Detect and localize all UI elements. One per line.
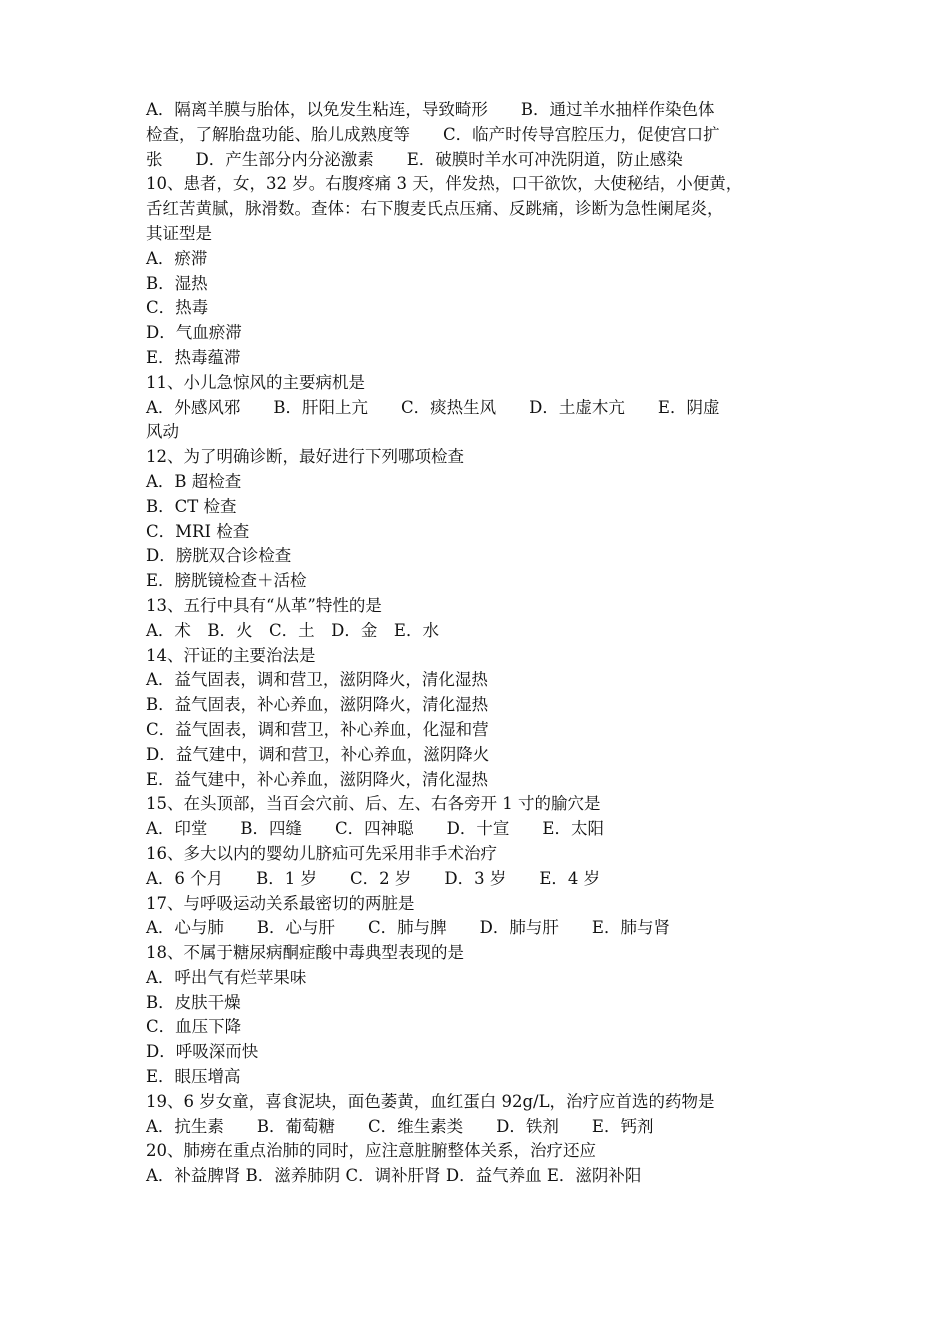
option-line: E．膀胱镜检查＋活检 xyxy=(146,571,307,591)
question-18-stem: 18、不属于糖尿病酮症酸中毒典型表现的是 xyxy=(146,943,464,963)
option-line: B．CT 检查 xyxy=(146,496,237,516)
option-line: C．益气固表，调和营卫，补心养血，化湿和营 xyxy=(146,719,489,739)
text-line: 其证型是 xyxy=(146,223,212,243)
text-line: 风动 xyxy=(146,422,179,442)
text-line: 舌红苦黄腻，脉滑数。查体：右下腹麦氏点压痛、反跳痛，诊断为急性阑尾炎， xyxy=(146,199,724,219)
option-line: A．抗生素 B．葡萄糖 C．维生素类 D．铁剂 E．钙剂 xyxy=(146,1116,654,1136)
option-line: E．眼压增高 xyxy=(146,1067,241,1087)
option-line: B．皮肤干燥 xyxy=(146,992,241,1012)
question-14-stem: 14、汗证的主要治法是 xyxy=(146,645,316,665)
option-line: D．益气建中，调和营卫，补心养血，滋阴降火 xyxy=(146,744,490,764)
question-16-stem: 16、多大以内的婴幼儿脐疝可先采用非手术治疗 xyxy=(146,843,497,863)
text-line: 检查，了解胎盘功能、胎儿成熟度等 C．临产时传导宫腔压力，促使宫口扩 xyxy=(146,124,720,144)
question-20-stem: 20、肺痨在重点治肺的同时，应注意脏腑整体关系，治疗还应 xyxy=(146,1141,596,1161)
option-line: B．湿热 xyxy=(146,273,208,293)
option-line: B．益气固表，补心养血，滋阴降火，清化湿热 xyxy=(146,695,489,715)
option-line: A．心与肺 B．心与肝 C．肺与脾 D．肺与肝 E．肺与肾 xyxy=(146,918,670,938)
option-line: A．B 超检查 xyxy=(146,471,242,491)
question-15-stem: 15、在头顶部，当百会穴前、后、左、右各旁开 1 寸的腧穴是 xyxy=(146,794,601,814)
question-17-stem: 17、与呼吸运动关系最密切的两脏是 xyxy=(146,893,415,913)
question-12-stem: 12、为了明确诊断，最好进行下列哪项检查 xyxy=(146,447,464,467)
option-line: A．益气固表，调和营卫，滋阴降火，清化湿热 xyxy=(146,670,488,690)
option-line: D．呼吸深而快 xyxy=(146,1042,259,1062)
option-line: D．膀胱双合诊检查 xyxy=(146,546,292,566)
option-line: C．血压下降 xyxy=(146,1017,242,1037)
option-line: A．瘀滞 xyxy=(146,248,208,268)
option-line: D．气血瘀滞 xyxy=(146,323,242,343)
option-line: A．外感风邪 B．肝阳上亢 C．痰热生风 D．土虚木亢 E．阴虚 xyxy=(146,397,720,417)
option-line: A．印堂 B．四缝 C．四神聪 D．十宣 E．太阳 xyxy=(146,819,604,839)
question-19-stem: 19、6 岁女童，喜食泥块，面色萎黄，血红蛋白 92g/L，治疗应首选的药物是 xyxy=(146,1091,715,1111)
option-line: A．术 B．火 C．土 D．金 E．水 xyxy=(146,620,439,640)
option-line: A．呼出气有烂苹果味 xyxy=(146,967,307,987)
exam-text-body xyxy=(146,98,814,1189)
option-line: A．6 个月 B．1 岁 C．2 岁 D．3 岁 E．4 岁 xyxy=(146,868,601,888)
option-line: C．MRI 检查 xyxy=(146,521,250,541)
option-line: E．益气建中，补心养血，滋阴降火，清化湿热 xyxy=(146,769,489,789)
text-line: 张 D．产生部分内分泌激素 E．破膜时羊水可冲洗阴道，防止感染 xyxy=(146,149,683,169)
question-11-stem: 11、小儿急惊风的主要病机是 xyxy=(146,372,365,392)
option-line: E．热毒蕴滞 xyxy=(146,347,241,367)
text-line: A．隔离羊膜与胎体，以免发生粘连，导致畸形 B．通过羊水抽样作染色体 xyxy=(146,100,715,119)
question-13-stem: 13、五行中具有“从革”特性的是 xyxy=(146,595,382,615)
question-10-stem: 10、患者，女，32 岁。右腹疼痛 3 天，伴发热，口干欲饮，大使秘结，小便黄， xyxy=(146,174,743,194)
option-line: A．补益脾肾 B．滋养肺阴 C．调补肝肾 D．益气养血 E．滋阴补阳 xyxy=(146,1166,642,1186)
option-line: C．热毒 xyxy=(146,298,209,318)
